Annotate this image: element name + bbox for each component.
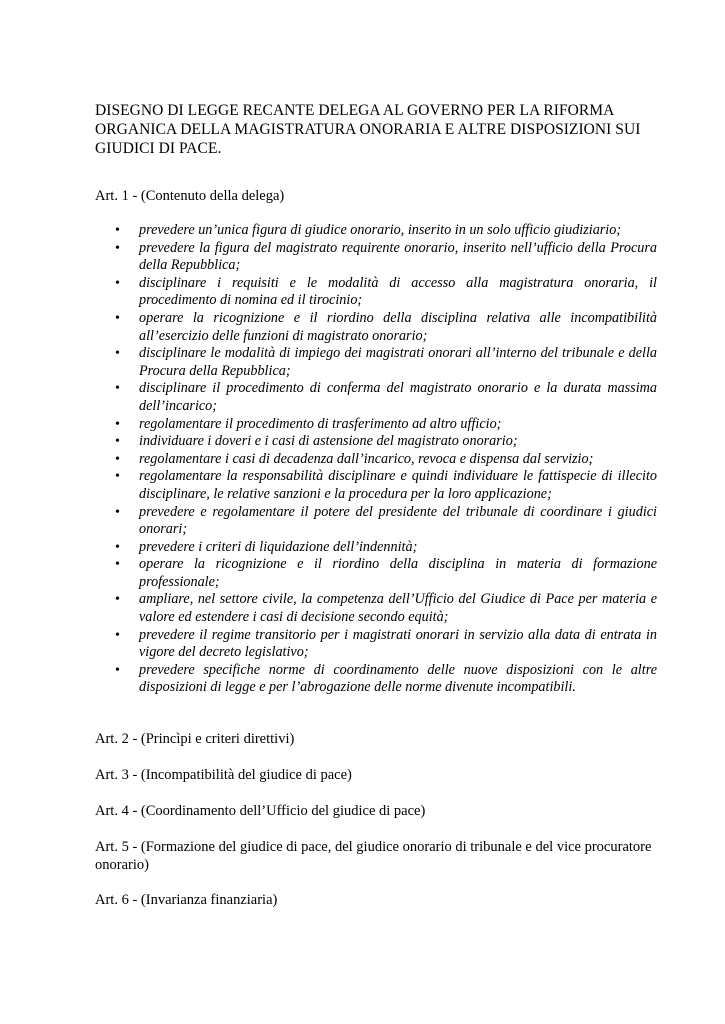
list-item: • disciplinare il procedimento di conferma del magistrato onorario e la durata massima dell’incarico; xyxy=(95,380,657,415)
list-item: • disciplinare i requisiti e le modalità di accesso alla magistratura onoraria, il procedimento di nomina ed il tirocinio; xyxy=(95,275,657,310)
list-item: • regolamentare i casi di decadenza dall’incarico, revoca e dispensa dal servizio; xyxy=(95,451,657,469)
list-item: • operare la ricognizione e il riordino della disciplina relativa alle incompatibilità all’esercizio delle funzioni di magistrato onorario; xyxy=(95,310,657,345)
list-item: • ampliare, nel settore civile, la competenza dell’Ufficio del Giudice di Pace per materia e valore ed estendere i casi di decisione secondo equità; xyxy=(95,591,657,626)
list-item: • prevedere i criteri di liquidazione dell’indennità; xyxy=(95,539,657,557)
article-3-heading: Art. 3 - (Incompatibilità del giudice di pace) xyxy=(95,767,352,784)
list-item: • prevedere il regime transitorio per i magistrati onorari in servizio alla data di entrata in vigore del decreto legislativo; xyxy=(95,627,657,662)
article-1-provisions-list xyxy=(95,222,657,697)
document-page xyxy=(95,101,657,909)
article-6-heading: Art. 6 - (Invarianza finanziaria) xyxy=(95,892,278,909)
list-item: • prevedere e regolamentare il potere del presidente del tribunale di coordinare i giudici onorari; xyxy=(95,504,657,539)
list-item: • regolamentare il procedimento di trasferimento ad altro ufficio; xyxy=(95,416,657,434)
list-item: • individuare i doveri e i casi di astensione del magistrato onorario; xyxy=(95,433,657,451)
list-item: • prevedere la figura del magistrato requirente onorario, inserito nell’ufficio della Procura della Repubblica; xyxy=(95,240,657,275)
list-item: • regolamentare la responsabilità disciplinare e quindi individuare le fattispecie di illecito disciplinare, le relative sanzioni e la procedura per la loro applicazione; xyxy=(95,468,657,503)
list-item: • prevedere un’unica figura di giudice onorario, inserito in un solo ufficio giudiziario; xyxy=(95,222,657,240)
list-item: • operare la ricognizione e il riordino della disciplina in materia di formazione professionale; xyxy=(95,556,657,591)
article-2-heading: Art. 2 - (Princìpi e criteri direttivi) xyxy=(95,731,295,748)
list-item: • prevedere specifiche norme di coordinamento delle nuove disposizioni con le altre disposizioni di legge e per l’abrogazione delle norme divenute incompatibili. xyxy=(95,662,657,697)
article-4-heading: Art. 4 - (Coordinamento dell’Ufficio del giudice di pace) xyxy=(95,803,426,820)
article-1-heading: Art. 1 - (Contenuto della delega) xyxy=(95,188,285,204)
document-title: DISEGNO DI LEGGE RECANTE DELEGA AL GOVERNO PER LA RIFORMA ORGANICA DELLA MAGISTRATURA ONORARIA E ALTRE DISPOSIZIONI SUI GIUDICI DI PACE. xyxy=(95,102,641,157)
list-item: • disciplinare le modalità di impiego dei magistrati onorari all’interno del tribunale e della Procura della Repubblica; xyxy=(95,345,657,380)
article-5-heading: Art. 5 - (Formazione del giudice di pace, del giudice onorario di tribunale e del vice procuratore onorario) xyxy=(95,839,652,874)
